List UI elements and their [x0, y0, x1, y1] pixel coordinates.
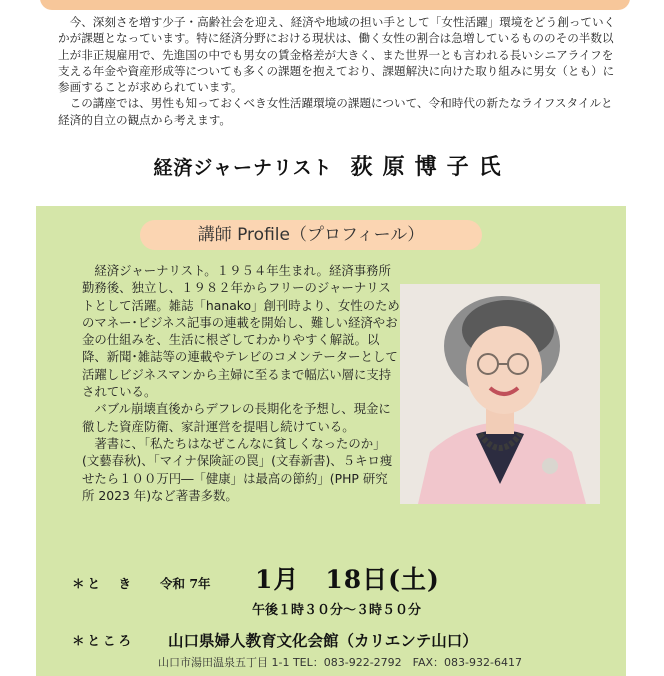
event-place-row — [72, 629, 632, 651]
venue-name: 山口県婦人教育文化会館（カリエンテ山口） — [168, 631, 478, 650]
intro-text — [58, 14, 618, 128]
intro-paragraph-1: 今、深刻さを増す少子・高齢社会を迎え、経済や地域の担い手として「女性活躍」環境をどう創っていくかが課題となっています。特に経済分野における現状は、働く女性の割合は急増しているもののその半数以上が非正規雇用で、先進国の中でも男女の賃金格差が大きく、また世界一とも言われる長いシニアライフを支える年金や資産形成等についても多くの課題を抱えており、課題解決に向けた取り組みに男女（とも）に参画することが求められています。 — [58, 15, 616, 95]
profile-heading: 講師 Profile（プロフィール） — [140, 220, 482, 250]
lecturer-heading — [0, 150, 664, 181]
date-label: ＊と き — [72, 576, 135, 591]
bio-paragraph-3: 著書に、「私たちはなぜこんなに貧しくなったのか」(文藝春秋)、「マイナ保険証の罠」(文春新書)、５キロ痩せたら１００万円―「健康」は最高の節約」(PHP 研究所 2023 年)など著書多数。 — [82, 435, 393, 503]
lecturer-name: 荻原博子氏 — [350, 154, 511, 180]
place-label: ＊ところ — [72, 633, 135, 648]
profile-bio — [82, 262, 400, 504]
lecturer-photo — [400, 284, 600, 504]
event-date: 1月 18日(土) — [255, 565, 440, 594]
top-banner-text — [60, 0, 610, 6]
era-year: 令和 7年 — [160, 576, 211, 591]
venue-address: 山口市湯田温泉五丁目 1-1 TEL：083-922-2792 FAX：083-932-6417 — [158, 656, 522, 669]
bio-paragraph-2: バブル崩壊直後からデフレの長期化を予想し、現金に徹した資産防衛、家計運営を提唱し続けている。 — [82, 401, 391, 434]
bio-paragraph-1: 経済ジャーナリスト。１９５４年生まれ。経済事務所勤務後、独立し、１９８２年からフリーのジャーナリストとして活躍。雑誌「hanako」創刊時より、女性のためのマネー･ビジネス記事の連載を開始し、難しい経済やお金の仕組みを、生活に根ざしてわかりやすく解説。以降、新聞･雑誌等の連載やテレビのコメンテーターとして活躍しビジネスマンから主婦に至るまで幅広い層に支持されている。 — [82, 263, 400, 400]
top-banner — [40, 0, 630, 10]
lecturer-role: 経済ジャーナリスト — [153, 157, 333, 179]
event-date-row — [72, 565, 592, 594]
intro-paragraph-2: この講座では、男性も知っておくべき女性活躍環境の課題について、令和時代の新たなライフスタイルと経済的自立の観点から考えます。 — [58, 96, 613, 127]
event-time: 午後１時３０分～３時５０分 — [252, 603, 422, 618]
